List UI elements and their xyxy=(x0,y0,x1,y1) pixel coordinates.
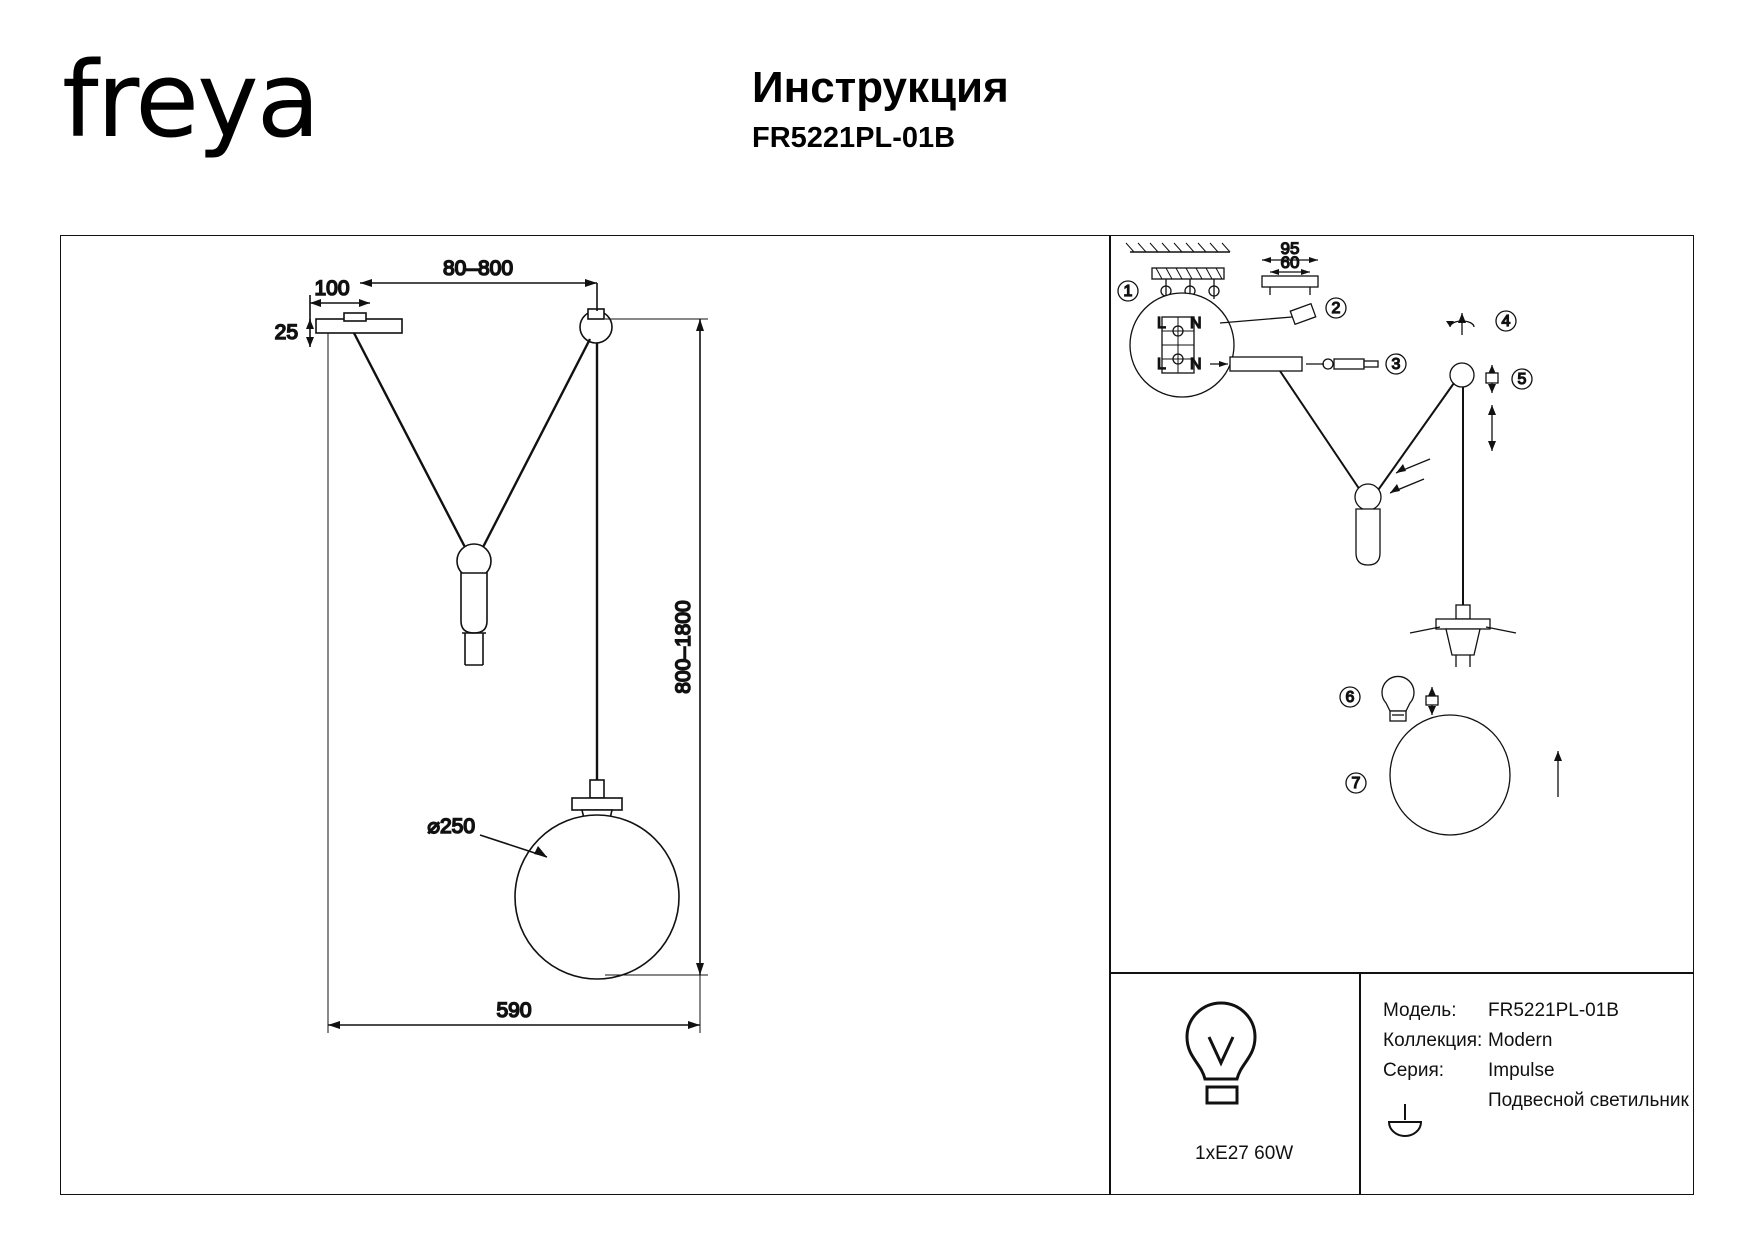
dim-drop-height: 800–1800 xyxy=(672,600,695,694)
info-label-collection: Коллекция: xyxy=(1383,1030,1483,1051)
step-3-label: 3 xyxy=(1391,356,1401,373)
terminal-label-l: L xyxy=(1157,315,1166,332)
dim-plate-inner: 60 xyxy=(1280,253,1300,272)
counterweight-body xyxy=(461,573,487,633)
bulb-icon-step6 xyxy=(1382,676,1414,721)
dim-globe-diameter: ⌀250 xyxy=(427,815,475,838)
info-value-model: FR5221PL-01B xyxy=(1488,1000,1619,1021)
dim-plate-outer: 95 xyxy=(1280,239,1300,258)
model-code: FR5221PL-01B xyxy=(752,122,956,154)
screwdriver-icon xyxy=(1306,359,1378,369)
step-5-label: 5 xyxy=(1517,371,1527,388)
step-4-label: 4 xyxy=(1501,313,1511,330)
product-info-rows xyxy=(1383,996,1689,1116)
technical-drawing xyxy=(60,235,1110,1195)
dim-horizontal-offset: 80–800 xyxy=(442,257,514,280)
step-6-label: 6 xyxy=(1345,689,1355,706)
dim-total-width: 590 xyxy=(496,999,532,1022)
info-row-model xyxy=(1383,996,1689,1026)
assembly-steps-diagram xyxy=(1110,235,1694,973)
step-5-icons xyxy=(1486,365,1498,393)
step-2-label: 2 xyxy=(1331,300,1341,317)
canopy-right xyxy=(1230,357,1302,371)
info-row-collection xyxy=(1383,1026,1689,1056)
info-value-collection: Modern xyxy=(1488,1030,1553,1051)
info-label-type xyxy=(1383,1086,1488,1116)
page-title: Инструкция xyxy=(752,63,1009,112)
step-7-label: 7 xyxy=(1351,775,1361,792)
step-1-label: 1 xyxy=(1123,283,1133,300)
lamp-holder xyxy=(572,798,622,810)
dim-canopy-height: 25 xyxy=(274,321,298,344)
socket-cone xyxy=(1446,629,1480,655)
info-row-series xyxy=(1383,1056,1689,1086)
lamp-spec: 1xE27 60W xyxy=(1195,1143,1294,1164)
info-row-type xyxy=(1383,1086,1689,1116)
info-divider xyxy=(1359,973,1361,1195)
terminal-label-n2: N xyxy=(1190,356,1202,373)
brand-logo: freya xyxy=(62,39,319,161)
glass-globe-step7 xyxy=(1390,715,1510,835)
step-4-icons xyxy=(1446,313,1474,335)
info-value-series: Impulse xyxy=(1488,1060,1555,1081)
info-label-model: Модель: xyxy=(1383,1000,1457,1021)
title-block xyxy=(752,62,1009,156)
bulb-icon xyxy=(1165,985,1285,1135)
terminal-label-l2: L xyxy=(1157,356,1166,373)
terminal-label-n: N xyxy=(1190,315,1202,332)
info-label-series: Серия: xyxy=(1383,1060,1445,1081)
info-value-type: Подвесной светильник xyxy=(1488,1090,1689,1111)
glass-globe xyxy=(515,815,679,979)
dim-canopy-width: 100 xyxy=(314,277,350,300)
